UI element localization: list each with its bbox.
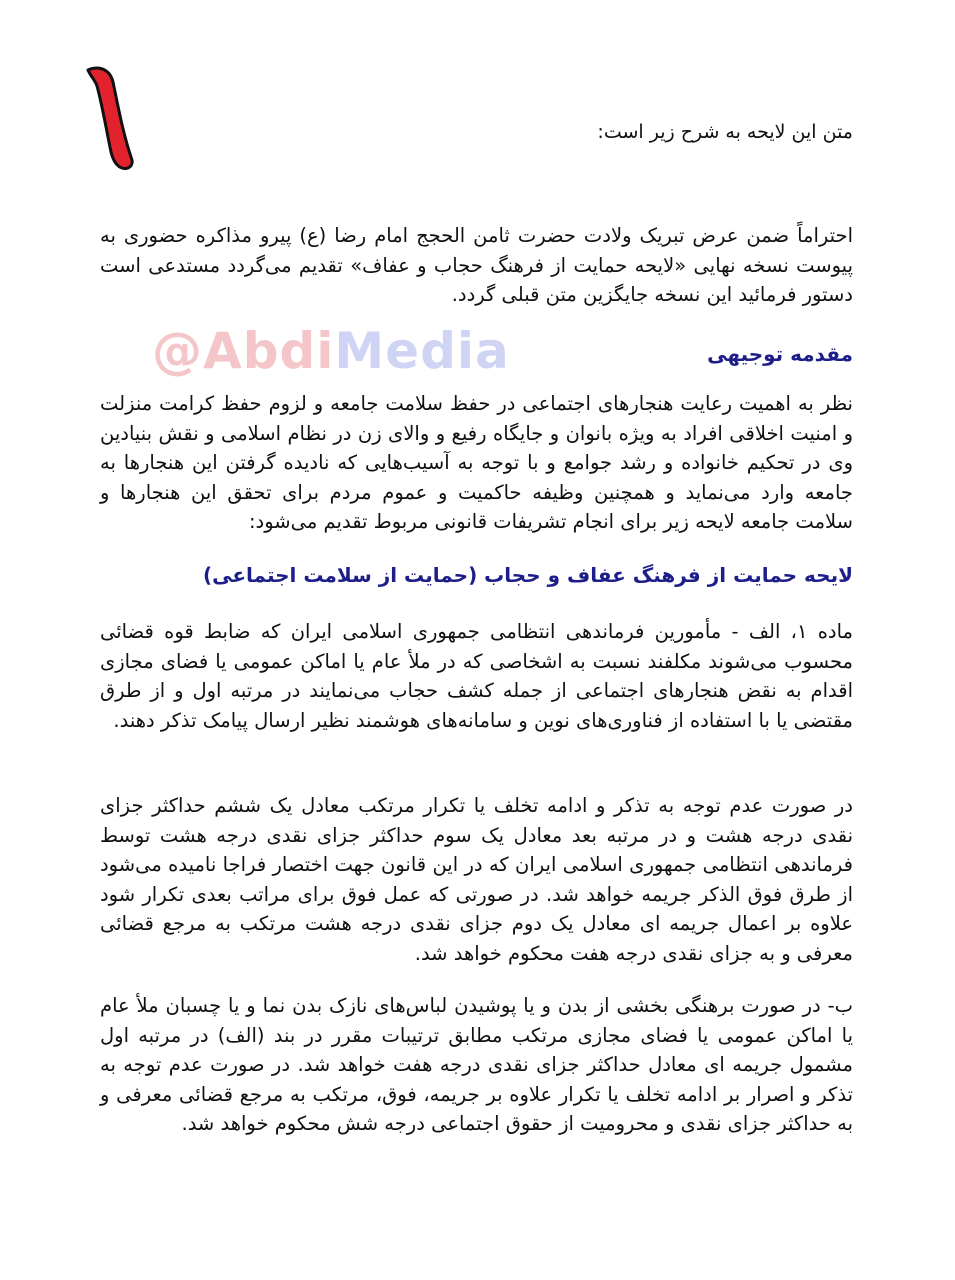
preface-heading: مقدمه توجیهی xyxy=(707,342,853,366)
watermark-part2: Media xyxy=(334,322,510,380)
bill-heading: لایحه حمایت از فرهنگ عفاف و حجاب (حمایت از سلامت اجتماعی) xyxy=(203,563,853,587)
article1-a-paragraph: ماده ۱، الف - مأمورین فرماندهی انتظامی جمهوری اسلامی ایران که ضابط قوه قضائی محسوب می‌شوند مکلفند نسبت به اشخاصی که در ملأ عام یا اماکن عمومی یا فضای مجازی اقدام به نقض هنجارهای اجتماعی از جمله کشف حجاب می‌نمایند در مرتبه اول و از طرق مقتضی یا با استفاده از فناوری‌های نوین و سامانه‌های هوشمند نظیر ارسال پیامک تذکر دهند. xyxy=(100,620,853,732)
article1-a-continuation: در صورت عدم توجه به تذکر و ادامه تخلف یا تکرار مرتکب معادل یک ششم حداکثر جزای نقدی درجه هشت و در مرتبه بعد معادل یک سوم حداکثر جزای نقدی درجه هشت توسط فرماندهی انتظامی جمهوری اسلامی ایران که در این قانون جهت اختصار فراجا نامیده می‌شود از طرق فوق الذکر جریمه خواهد شد. در صورتی که عمل فوق برای مراتب بعدی تکرار شود علاوه بر اعمال جریمه ای معادل یک دوم جزای نقدی درجه هشت مرتکب به مرجع قضائی معرفی و به جزای نقدی درجه هفت محکوم خواهد شد. xyxy=(100,794,853,965)
greeting-paragraph: احتراماً ضمن عرض تبریک ولادت حضرت ثامن الحجج امام رضا (ع) پیرو مذاکره حضوری به پیوست نسخه نهایی «لایحه حمایت از فرهنگ حجاب و عفاف» تقدیم می‌گردد مستدعی است دستور فرمائید این نسخه جایگزین متن قبلی گردد. xyxy=(100,224,853,306)
watermark xyxy=(152,322,510,380)
preface-paragraph: نظر به اهمیت رعایت هنجارهای اجتماعی در حفظ سلامت جامعه و لزوم حفظ کرامت منزلت و امنیت اخلاقی افراد به ویژه بانوان و جایگاه رفیع و والای زن در نظام اسلامی و نقش بنیادین وی در تحکیم خانواده و رشد جوامع و با توجه به آسیب‌هایی که نادیده گرفتن این هنجارها به جامعه وارد می‌نماید و همچنین وظیفه حاکمیت و عموم مردم برای تحقق این هنجارها و سلامت جامعه لایحه زیر برای انجام تشریفات قانونی مربوط تقدیم می‌شود: xyxy=(100,392,853,533)
page-number-shape xyxy=(88,68,132,168)
watermark-part1: @Abdi xyxy=(152,322,335,380)
page-number-graphic xyxy=(80,62,138,172)
intro-line: متن این لایحه به شرح زیر است: xyxy=(597,121,853,143)
article1-b-paragraph: ب- در صورت برهنگی بخشی از بدن و یا پوشیدن لباس‌های نازک بدن نما و یا چسبان ملأ عام یا اماکن عمومی یا فضای مجازی مرتکب مطابق ترتیبات مقرر در بند (الف) در مرتبه اول مشمول جریمه ای معادل حداکثر جزای نقدی درجه هفت خواهد شد. در صورت عدم توجه به تذکر و اصرار بر ادامه تخلف یا تکرار علاوه بر جریمه، فوق، مرتکب به مرجع قضائی معرفی و به حداکثر جزای نقدی و محرومیت از حقوق اجتماعی درجه شش محکوم خواهد شد. xyxy=(100,994,853,1135)
